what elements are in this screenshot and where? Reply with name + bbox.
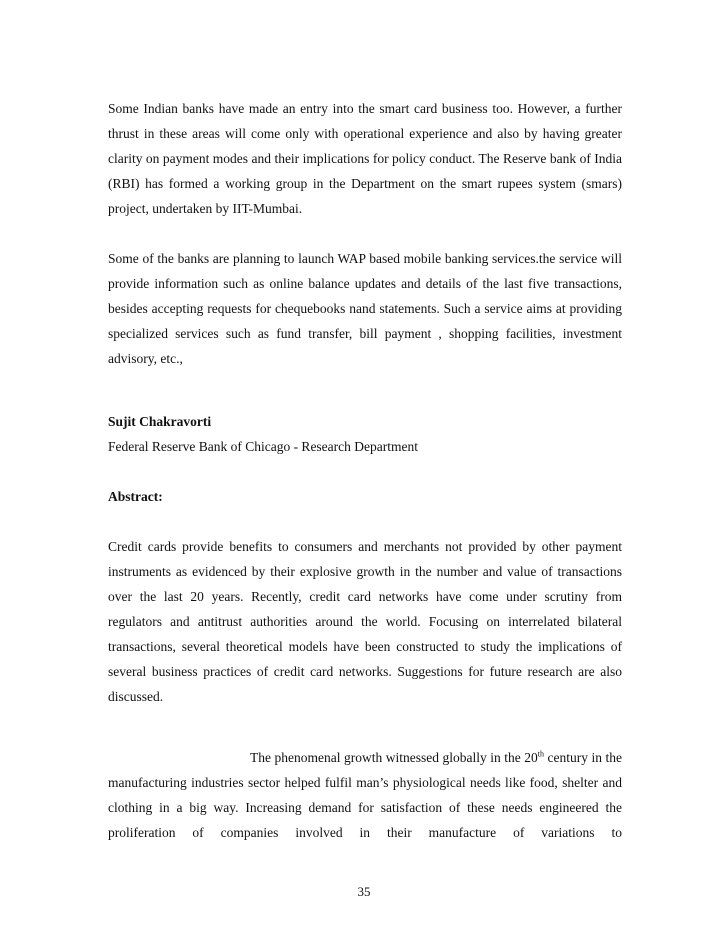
paragraph-smart-cards: Some Indian banks have made an entry into the smart card business too. However, a further thrust in these areas will come only with operational experience and also by having greater clarity on payment modes and their implications for policy conduct. The Reserve bank of India (RBI) has formed a working group in the Department on the smart rupees system (smars) project, undertaken by IIT-Mumbai. <box>108 101 622 216</box>
page-body <box>108 96 622 845</box>
intro-text-end: century in the manufacturing industries sector helped fulfil man’s physiological needs like food, shelter and clothing in a big way. Increasing demand for satisfaction of these needs engineered the proliferation of companies involved in their manufacture of variations to <box>108 750 622 840</box>
intro-text-start: The phenomenal growth witnessed globally in the 20 <box>250 750 538 765</box>
abstract-heading: Abstract: <box>108 489 163 504</box>
ordinal-superscript: th <box>537 749 544 759</box>
author-affiliation: Federal Reserve Bank of Chicago - Research Department <box>108 439 419 454</box>
page-number: 35 <box>357 884 371 899</box>
author-block <box>108 409 622 459</box>
paragraph-intro <box>108 745 622 845</box>
abstract-text: Credit cards provide benefits to consumers and merchants not provided by other payment instruments as evidenced by their explosive growth in the number and value of transactions over the last 20 years. Recently, credit card networks have come under scrutiny from regulators and antitrust authorities around the world. Focusing on interrelated bilateral transactions, several theoretical models have been constructed to study the implications of several business practices of credit card networks. Suggestions for future research are also discussed. <box>108 539 622 704</box>
paragraph-wap-banking: Some of the banks are planning to launch WAP based mobile banking services.the service will provide information such as online balance updates and details of the last five transactions, besides accepting requests for chequebooks nand statements. Such a service aims at providing specialized services such as fund transfer, bill payment , shopping facilities, investment advisory, etc., <box>108 251 622 366</box>
author-name: Sujit Chakravorti <box>108 414 212 429</box>
